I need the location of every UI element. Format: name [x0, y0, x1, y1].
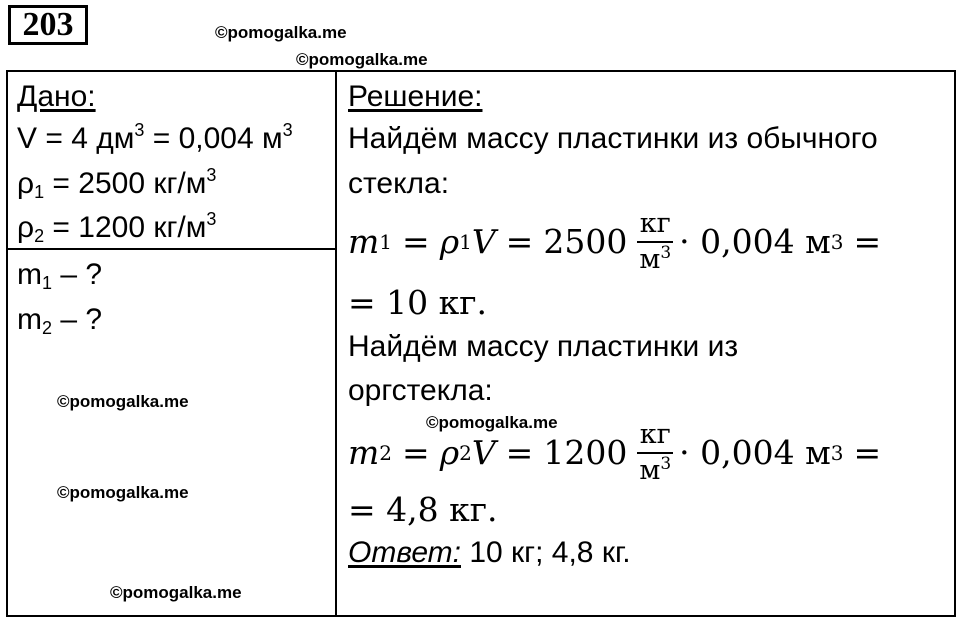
solution-text-line: стекла: — [348, 167, 450, 200]
result-m2: = 4,8 кг. — [348, 490, 498, 529]
given-heading: Дано: — [17, 80, 96, 113]
watermark: ©pomogalka.me — [296, 50, 428, 69]
result-m1: = 10 кг. — [348, 283, 488, 322]
solution-heading: Решение: — [348, 80, 483, 113]
watermark: ©pomogalka.me — [426, 413, 558, 432]
given-rho1: $\rho_1 = 2500$ $кг/м^3$ — [17, 165, 217, 202]
equation-m2: m 2 = ρ 2 V = 1200 $\frac{кг}{м^3}$ · 0,004 м 3 = — [348, 419, 882, 486]
answer-text: 10 кг; 4,8 кг. — [461, 536, 631, 569]
answer-label: Ответ: — [348, 536, 461, 569]
given-rho2: $\rho_2 = 1200$ $кг/м^3$ — [17, 209, 217, 246]
unit-fraction: $\frac{кг}{м^3}$ — [639, 208, 672, 275]
given-find-divider — [6, 248, 336, 250]
watermark: ©pomogalka.me — [57, 392, 189, 411]
find-m2: $m_2$ – ? — [17, 303, 103, 338]
solution-text-line: Найдём массу пластинки из обычного — [348, 122, 878, 155]
unit-fraction: $\frac{кг}{м^3}$ — [639, 419, 672, 486]
answer-line — [348, 536, 631, 570]
watermark: ©pomogalka.me — [57, 483, 189, 502]
problem-number: 203 — [8, 5, 88, 45]
watermark: ©pomogalka.me — [215, 23, 347, 42]
equation-m1: m 1 = ρ 1 V = 2500 $\frac{кг}{м^3}$ · 0,004 м 3 = — [348, 208, 882, 275]
column-divider — [335, 70, 337, 617]
solution-text-line: Найдём массу пластинки из — [348, 330, 739, 363]
solution-text-line: оргстекла: — [348, 374, 493, 407]
find-m1: $m_1$ – ? — [17, 258, 103, 293]
given-volume: V = 4 $дм^3 = 0,004$ $м^3$ — [17, 120, 293, 155]
watermark: ©pomogalka.me — [110, 583, 242, 602]
